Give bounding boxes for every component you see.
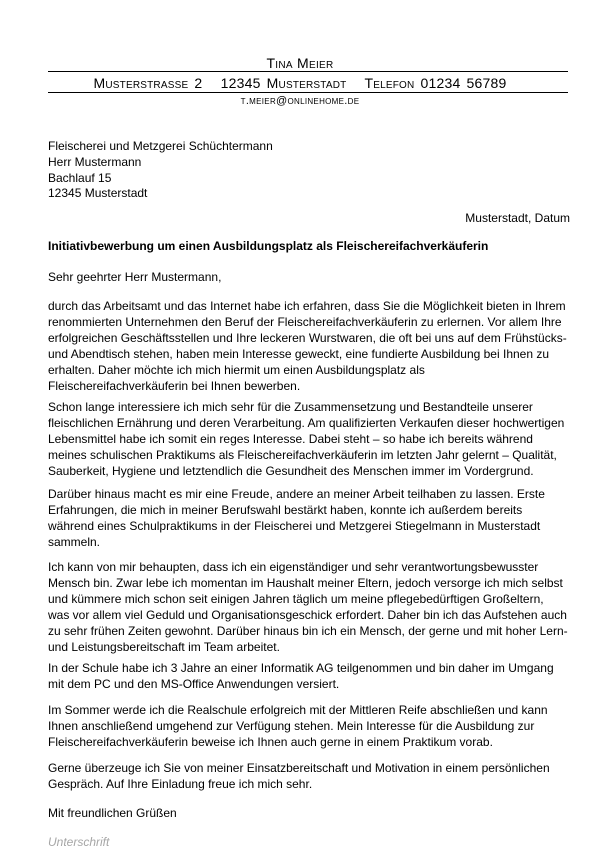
paragraph-4: Ich kann von mir behaupten, dass ich ein eigenständiger und sehr verantwortungsbewusster Mensch bin. Zwar lebe ich momentan im Haushalt meiner Eltern, jedoch versorge ich mich selbst und kümmere mich schon seit einigen Jahren täglich um meine pflegebedürftigen Großeltern, was vor allem viel Geduld und Organisationsgeschick erfordert. Daher bin ich das Aufstehen auch zu sehr frühen Zeiten gewohnt. Darüber hinaus bin ich ein Mensch, der gerne und mit hoher Lern- und Leistungsbereitschaft im Team arbeitet. xyxy=(48,560,568,654)
sender-email: t.meier@onlinehome.de xyxy=(240,95,360,107)
paragraph-3: Darüber hinaus macht es mir eine Freude, andere an meiner Arbeit teilhaben zu lassen. Erste Erfahrungen, die mich in meiner Berufswahl bestärkt haben, konnte ich außerdem bereits während eines Schulpraktikums in der Fleischerei und Metzgerei Stiegelmann in Musterstadt sammeln. xyxy=(48,487,545,549)
salutation: Sehr geehrter Herr Mustermann, xyxy=(48,270,222,284)
paragraph-5: In der Schule habe ich 3 Jahre an einer Informatik AG teilgenommen und bin daher im Umgang mit dem PC und den MS-Office Anwendungen versiert. xyxy=(48,661,554,691)
paragraph-2: Schon lange interessiere ich mich sehr für die Zusammensetzung und Bestandteile unserer fleischlichen Ernährung und deren Verarbeitung. Am qualifizierten Verkaufen dieser hochwertigen Lebensmittel habe ich somit ein reges Interesse. Dabei steht – so habe ich bereits während meines schulischen Praktikums als Fleischereifachverkäuferin im letzten Jahr gelernt – Qualität, Sauberkeit, Hygiene und letztendlich die Gesundheit des Menschen immer im Vordergrund. xyxy=(48,400,565,478)
sender-name: Tina Meier xyxy=(266,55,334,71)
header-rule-top xyxy=(48,71,568,72)
recipient-address xyxy=(48,139,273,202)
header-rule-bottom xyxy=(48,92,568,93)
signature-placeholder: Unterschrift xyxy=(48,835,110,849)
letter-subject: Initiativbewerbung um einen Ausbildungsplatz als Fleischereifachverkäuferin xyxy=(48,239,489,253)
closing: Mit freundlichen Grüßen xyxy=(48,806,177,820)
recipient-street: Bachlauf 15 xyxy=(48,170,112,185)
paragraph-7: Gerne überzeuge ich Sie von meiner Einsatzbereitschaft und Motivation in einem persönlichen Gespräch. Auf Ihre Einladung freue ich mich sehr. xyxy=(48,761,550,791)
sender-contact: Musterstrasse 2 12345 Musterstadt Telefon 01234 56789 xyxy=(93,75,507,91)
place-date: Musterstadt, Datum xyxy=(465,211,570,225)
recipient-city: 12345 Musterstadt xyxy=(48,186,148,201)
paragraph-6: Im Sommer werde ich die Realschule erfolgreich mit der Mittleren Reife abschließen und kann Ihnen anschließend umgehend zur Verfügung stehen. Mein Interesse für die Ausbildung zur Fleischereifachverkäuferin beweise ich Ihnen auch gerne in einem Praktikum vorab. xyxy=(48,703,548,749)
paragraph-1: durch das Arbeitsamt und das Internet habe ich erfahren, dass Sie die Möglichkeit bieten in Ihrem renommierten Unternehmen den Beruf der Fleischereifachverkäuferin zu erlernen. Vor allem Ihre erfolgreichen Geschäftsstellen und Ihre leckeren Wurstwaren, die oft bei uns auf dem Frühstücks- und Abendtisch stehen, haben mein Interesse geweckt, eine fundierte Ausbildung bei Ihnen zu erhalten. Daher möchte ich mich hiermit um einen Ausbildungsplatz als Fleischereifachverkäuferin bei Ihnen bewerben. xyxy=(48,299,567,393)
recipient-company: Fleischerei und Metzgerei Schüchtermann xyxy=(48,139,273,153)
recipient-person: Herr Mustermann xyxy=(48,154,142,169)
